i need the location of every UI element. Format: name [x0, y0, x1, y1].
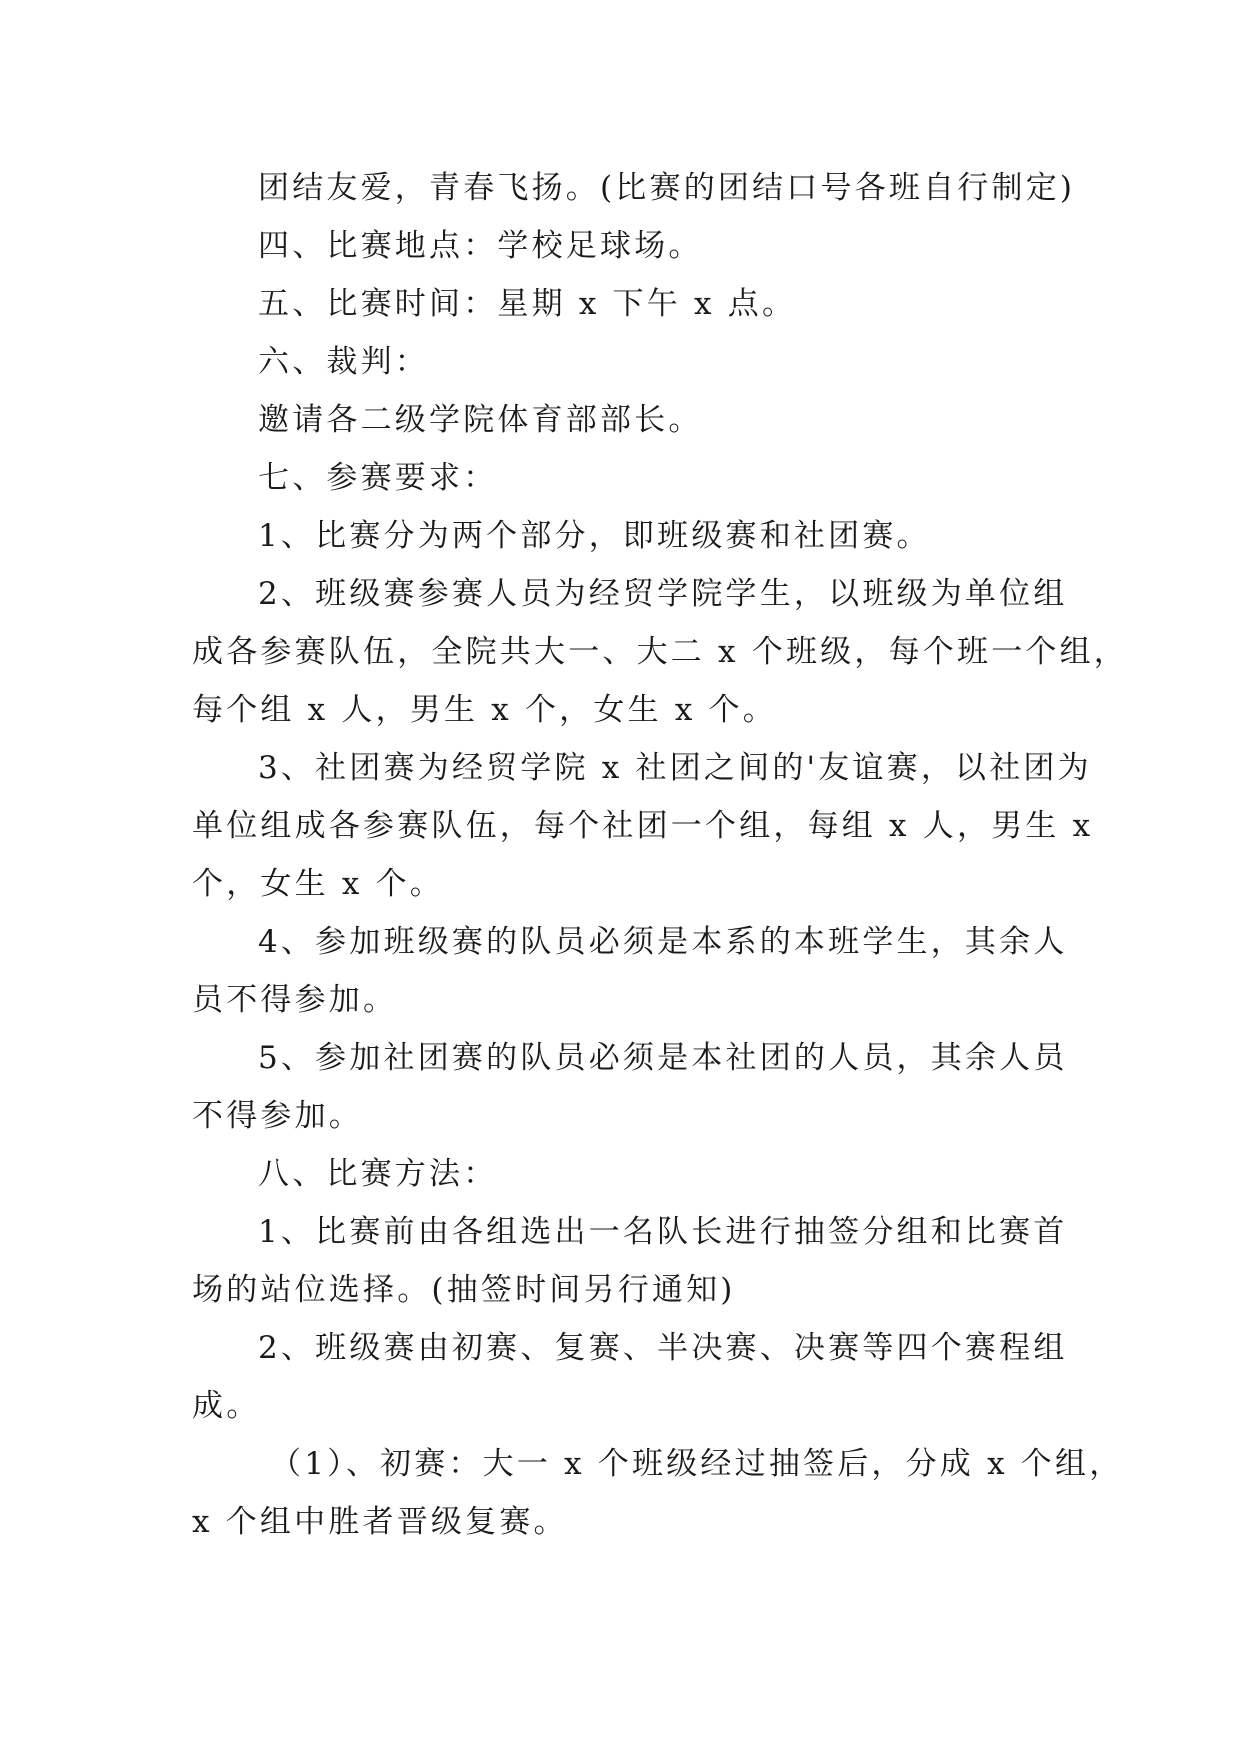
text-line: 3、社团赛为经贸学院 x 社团之间的'友谊赛，以社团为: [258, 750, 1092, 786]
text-line: 七、参赛要求：: [258, 460, 498, 496]
text-line: 邀请各二级学院体育部部长。: [258, 402, 703, 438]
text-line: 个，女生 x 个。: [192, 866, 444, 902]
text-line: 八、比赛方法：: [258, 1156, 498, 1192]
text-line: 成。: [192, 1388, 261, 1424]
text-line: 单位组成各参赛队伍，每个社团一个组，每组 x 人，男生 x: [192, 808, 1094, 844]
text-line: 场的站位选择。(抽签时间另行通知): [192, 1272, 736, 1308]
text-line: 团结友爱，青春飞扬。(比赛的团结口号各班自行制定): [258, 170, 1076, 206]
text-line: 1、比赛前由各组选出一名队长进行抽签分组和比赛首: [258, 1214, 1068, 1250]
text-line: 四、比赛地点：学校足球场。: [258, 228, 703, 264]
text-line: 成各参赛队伍，全院共大一、大二 x 个班级，每个班一个组，: [192, 634, 1128, 670]
text-line: 4、参加班级赛的队员必须是本系的本班学生，其余人: [258, 924, 1068, 960]
text-line: 5、参加社团赛的队员必须是本社团的人员，其余人员: [258, 1040, 1068, 1076]
text-line: 1、比赛分为两个部分，即班级赛和社团赛。: [258, 518, 931, 554]
text-line: 2、班级赛由初赛、复赛、半决赛、决赛等四个赛程组: [258, 1330, 1068, 1366]
text-line: 每个组 x 人，男生 x 个，女生 x 个。: [192, 692, 777, 728]
text-line: （1）、初赛：大一 x 个班级经过抽签后，分成 x 个组，: [270, 1446, 1124, 1482]
text-line: 员不得参加。: [192, 982, 398, 1018]
text-line: 六、裁判：: [258, 344, 429, 380]
text-line: 不得参加。: [192, 1098, 363, 1134]
text-line: x 个组中胜者晋级复赛。: [192, 1504, 568, 1540]
text-line: 2、班级赛参赛人员为经贸学院学生，以班级为单位组: [258, 576, 1068, 612]
text-line: 五、比赛时间：星期 x 下午 x 点。: [258, 286, 797, 322]
